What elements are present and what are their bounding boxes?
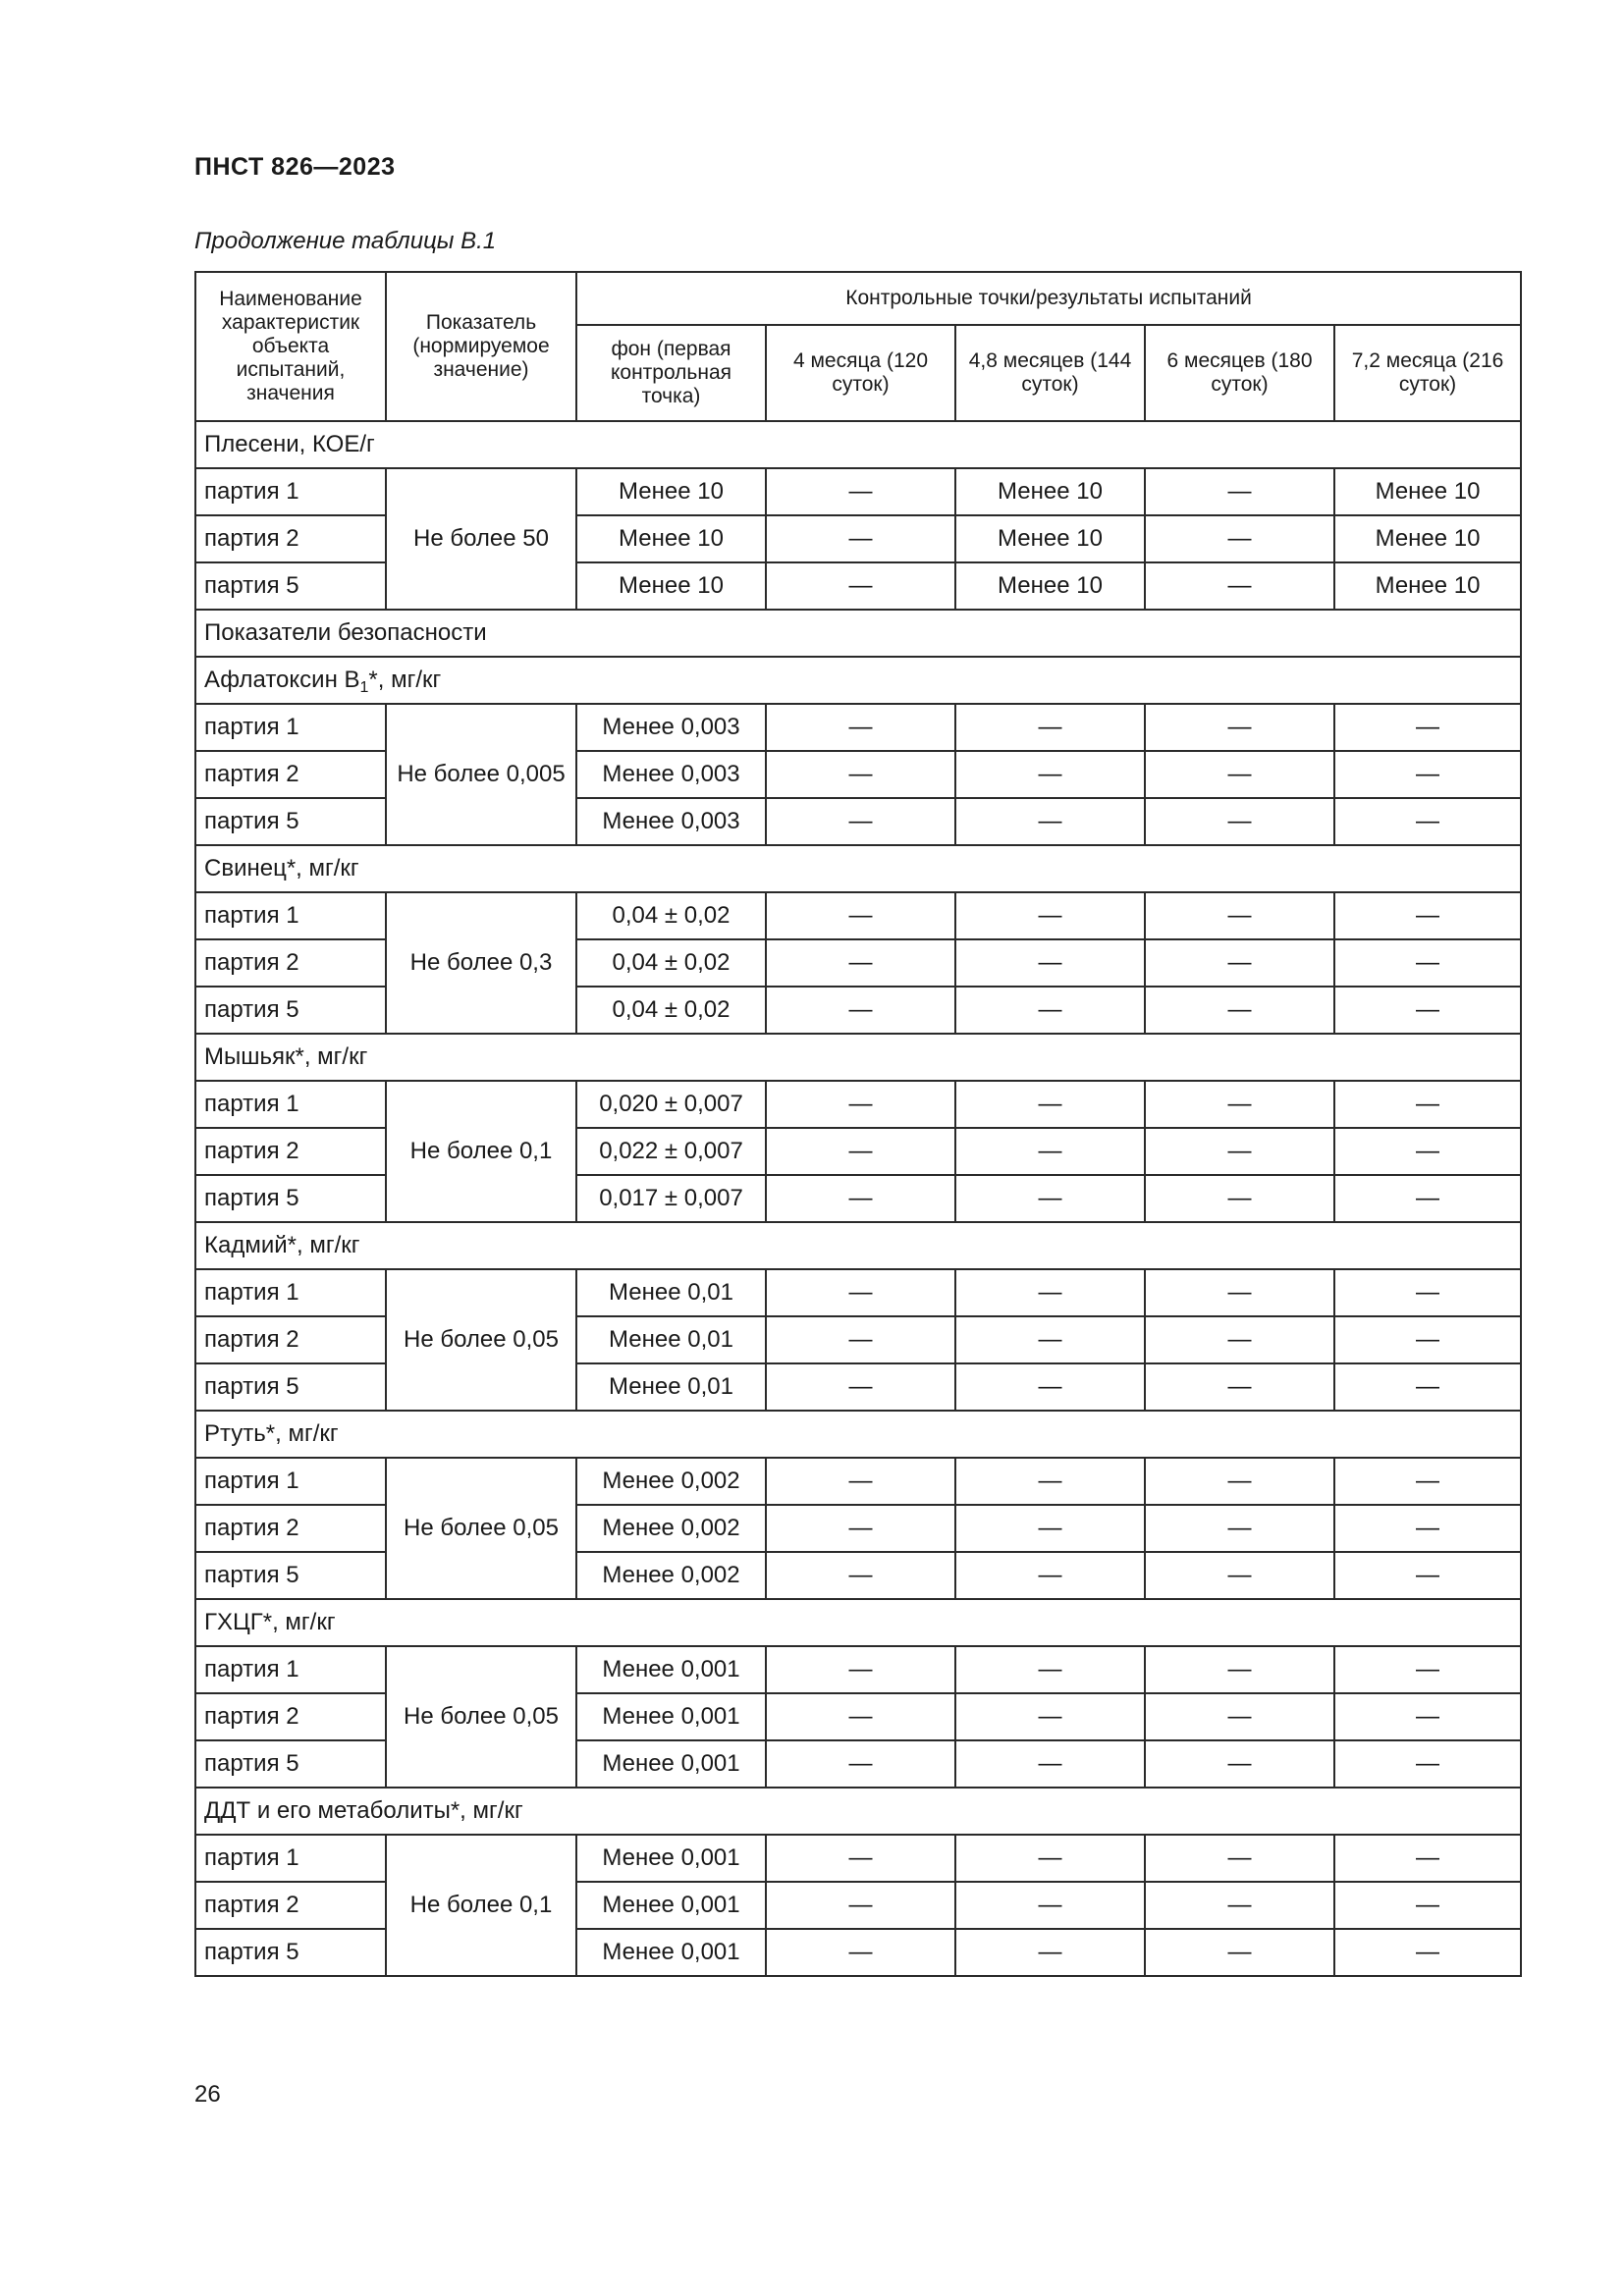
- result-cell: —: [1145, 1740, 1334, 1788]
- result-cell: —: [1145, 1505, 1334, 1552]
- result-cell: —: [766, 1646, 955, 1693]
- batch-name: партия 2: [195, 515, 386, 562]
- result-cell: Менее 10: [576, 468, 766, 515]
- table-caption: Продолжение таблицы В.1: [194, 228, 497, 254]
- result-cell: —: [1145, 1929, 1334, 1976]
- result-cell: —: [1145, 1128, 1334, 1175]
- result-cell: —: [766, 1081, 955, 1128]
- result-cell: —: [1145, 468, 1334, 515]
- result-cell: —: [766, 1175, 955, 1222]
- result-cell: Менее 0,01: [576, 1316, 766, 1363]
- norm-value: Не более 0,005: [386, 704, 576, 845]
- result-cell: Менее 0,001: [576, 1882, 766, 1929]
- batch-name: партия 5: [195, 1740, 386, 1788]
- batch-name: партия 5: [195, 798, 386, 845]
- result-cell: —: [766, 562, 955, 610]
- result-cell: —: [1145, 892, 1334, 939]
- result-cell: Менее 10: [1334, 562, 1521, 610]
- batch-name: партия 5: [195, 987, 386, 1034]
- result-cell: —: [766, 892, 955, 939]
- result-cell: —: [1334, 1552, 1521, 1599]
- result-cell: —: [1145, 987, 1334, 1034]
- table-row: [195, 1646, 1521, 1693]
- result-cell: —: [1145, 798, 1334, 845]
- norm-value: Не более 0,1: [386, 1835, 576, 1976]
- result-cell: Менее 0,002: [576, 1458, 766, 1505]
- result-cell: Менее 0,01: [576, 1363, 766, 1411]
- header-point: фон (первая контрольная точка): [576, 325, 766, 421]
- batch-name: партия 5: [195, 562, 386, 610]
- result-cell: —: [1334, 1316, 1521, 1363]
- result-cell: —: [766, 468, 955, 515]
- table-row: [195, 1269, 1521, 1316]
- result-cell: —: [766, 515, 955, 562]
- section-row: [195, 1599, 1521, 1646]
- result-cell: —: [955, 751, 1145, 798]
- section-title: Кадмий*, мг/кг: [195, 1222, 1521, 1269]
- table-row: [195, 1081, 1521, 1128]
- result-cell: 0,04 ± 0,02: [576, 892, 766, 939]
- result-cell: —: [1334, 892, 1521, 939]
- result-cell: —: [766, 1363, 955, 1411]
- result-cell: —: [1334, 1882, 1521, 1929]
- result-cell: —: [1334, 798, 1521, 845]
- header-point: 4,8 месяцев (144 суток): [955, 325, 1145, 421]
- result-cell: —: [1145, 1835, 1334, 1882]
- batch-name: партия 2: [195, 1316, 386, 1363]
- result-cell: —: [1145, 515, 1334, 562]
- section-row: [195, 1788, 1521, 1835]
- table-row: [195, 1835, 1521, 1882]
- result-cell: —: [955, 1458, 1145, 1505]
- norm-value: Не более 0,05: [386, 1646, 576, 1788]
- batch-name: партия 2: [195, 1505, 386, 1552]
- section-title: Ртуть*, мг/кг: [195, 1411, 1521, 1458]
- result-cell: Менее 10: [955, 468, 1145, 515]
- norm-value: Не более 0,05: [386, 1458, 576, 1599]
- batch-name: партия 1: [195, 1835, 386, 1882]
- norm-value: Не более 0,1: [386, 1081, 576, 1222]
- table-row: [195, 468, 1521, 515]
- result-cell: Менее 10: [576, 515, 766, 562]
- result-cell: —: [1145, 1882, 1334, 1929]
- result-cell: —: [955, 1740, 1145, 1788]
- norm-value: Не более 50: [386, 468, 576, 610]
- result-cell: —: [766, 1929, 955, 1976]
- batch-name: партия 2: [195, 1128, 386, 1175]
- result-cell: —: [1334, 1646, 1521, 1693]
- result-cell: —: [955, 892, 1145, 939]
- result-cell: Менее 0,003: [576, 751, 766, 798]
- batch-name: партия 5: [195, 1552, 386, 1599]
- batch-name: партия 1: [195, 1458, 386, 1505]
- batch-name: партия 1: [195, 1646, 386, 1693]
- result-cell: 0,04 ± 0,02: [576, 987, 766, 1034]
- section-row: [195, 610, 1521, 657]
- result-cell: —: [766, 751, 955, 798]
- result-cell: Менее 0,003: [576, 798, 766, 845]
- result-cell: Менее 0,002: [576, 1505, 766, 1552]
- section-row: [195, 657, 1521, 704]
- table-row: [195, 892, 1521, 939]
- result-cell: —: [955, 939, 1145, 987]
- result-cell: —: [766, 1458, 955, 1505]
- result-cell: —: [1145, 1363, 1334, 1411]
- result-cell: —: [955, 1269, 1145, 1316]
- result-cell: Менее 0,001: [576, 1693, 766, 1740]
- result-cell: Менее 10: [955, 515, 1145, 562]
- result-cell: —: [1334, 1363, 1521, 1411]
- result-cell: —: [955, 1175, 1145, 1222]
- result-cell: —: [955, 1081, 1145, 1128]
- batch-name: партия 2: [195, 751, 386, 798]
- result-cell: —: [1145, 1175, 1334, 1222]
- table-header: [195, 272, 1521, 421]
- result-cell: —: [955, 1929, 1145, 1976]
- batch-name: партия 2: [195, 939, 386, 987]
- result-cell: Менее 10: [1334, 468, 1521, 515]
- norm-value: Не более 0,05: [386, 1269, 576, 1411]
- section-title-sub: 1: [359, 679, 369, 696]
- table-row: [195, 704, 1521, 751]
- result-cell: —: [1145, 704, 1334, 751]
- section-row: [195, 1222, 1521, 1269]
- section-title-prefix: Афлатоксин В: [204, 667, 360, 693]
- section-title: Плесени, КОЕ/г: [195, 421, 1521, 468]
- result-cell: —: [1334, 1693, 1521, 1740]
- result-cell: —: [955, 987, 1145, 1034]
- document-code: ПНСТ 826—2023: [194, 153, 396, 181]
- result-cell: —: [955, 704, 1145, 751]
- result-cell: —: [955, 1835, 1145, 1882]
- section-row: [195, 845, 1521, 892]
- results-table: [194, 271, 1522, 1977]
- result-cell: Менее 0,01: [576, 1269, 766, 1316]
- result-cell: —: [766, 1552, 955, 1599]
- result-cell: Менее 10: [955, 562, 1145, 610]
- result-cell: —: [1145, 939, 1334, 987]
- result-cell: —: [766, 987, 955, 1034]
- section-title: Показатели безопасности: [195, 610, 1521, 657]
- result-cell: —: [1145, 751, 1334, 798]
- result-cell: 0,017 ± 0,007: [576, 1175, 766, 1222]
- norm-value: Не более 0,3: [386, 892, 576, 1034]
- result-cell: —: [955, 798, 1145, 845]
- batch-name: партия 1: [195, 1081, 386, 1128]
- result-cell: —: [955, 1363, 1145, 1411]
- result-cell: Менее 0,001: [576, 1646, 766, 1693]
- result-cell: —: [1145, 1693, 1334, 1740]
- result-cell: Менее 10: [576, 562, 766, 610]
- header-norm: Показатель (нормируемое значение): [386, 272, 576, 421]
- batch-name: партия 2: [195, 1693, 386, 1740]
- result-cell: Менее 0,003: [576, 704, 766, 751]
- header-point: 4 месяца (120 суток): [766, 325, 955, 421]
- result-cell: —: [1334, 1458, 1521, 1505]
- result-cell: —: [1145, 562, 1334, 610]
- section-row: [195, 1411, 1521, 1458]
- result-cell: —: [955, 1128, 1145, 1175]
- result-cell: —: [955, 1552, 1145, 1599]
- section-title: Свинец*, мг/кг: [195, 845, 1521, 892]
- result-cell: —: [1334, 1929, 1521, 1976]
- header-name: Наименование характеристик объекта испытаний, значения: [195, 272, 386, 421]
- result-cell: —: [766, 1316, 955, 1363]
- result-cell: —: [1334, 1269, 1521, 1316]
- result-cell: —: [1334, 1835, 1521, 1882]
- result-cell: Менее 0,001: [576, 1740, 766, 1788]
- batch-name: партия 5: [195, 1175, 386, 1222]
- section-row: [195, 421, 1521, 468]
- result-cell: —: [955, 1316, 1145, 1363]
- result-cell: 0,022 ± 0,007: [576, 1128, 766, 1175]
- result-cell: —: [1334, 939, 1521, 987]
- header-control-points: Контрольные точки/результаты испытаний: [576, 272, 1521, 325]
- section-title: [195, 657, 1521, 704]
- section-row: [195, 1034, 1521, 1081]
- result-cell: 0,04 ± 0,02: [576, 939, 766, 987]
- result-cell: —: [1334, 1505, 1521, 1552]
- result-cell: —: [766, 1128, 955, 1175]
- result-cell: Менее 0,001: [576, 1929, 766, 1976]
- batch-name: партия 1: [195, 704, 386, 751]
- table-body: [195, 421, 1521, 1976]
- result-cell: —: [766, 1740, 955, 1788]
- batch-name: партия 5: [195, 1929, 386, 1976]
- result-cell: —: [1145, 1081, 1334, 1128]
- section-title: ДДТ и его метаболиты*, мг/кг: [195, 1788, 1521, 1835]
- result-cell: —: [1334, 1740, 1521, 1788]
- result-cell: —: [955, 1693, 1145, 1740]
- table-row: [195, 1458, 1521, 1505]
- batch-name: партия 5: [195, 1363, 386, 1411]
- result-cell: —: [1334, 1128, 1521, 1175]
- result-cell: —: [955, 1505, 1145, 1552]
- section-title: ГХЦГ*, мг/кг: [195, 1599, 1521, 1646]
- result-cell: 0,020 ± 0,007: [576, 1081, 766, 1128]
- result-cell: Менее 0,002: [576, 1552, 766, 1599]
- result-cell: —: [1145, 1646, 1334, 1693]
- page-number: 26: [194, 2081, 221, 2108]
- result-cell: —: [1334, 704, 1521, 751]
- section-title-suffix: *, мг/кг: [368, 667, 442, 693]
- result-cell: —: [766, 1835, 955, 1882]
- result-cell: —: [766, 1269, 955, 1316]
- batch-name: партия 1: [195, 1269, 386, 1316]
- result-cell: —: [1334, 1081, 1521, 1128]
- batch-name: партия 2: [195, 1882, 386, 1929]
- result-cell: Менее 10: [1334, 515, 1521, 562]
- result-cell: —: [1145, 1552, 1334, 1599]
- result-cell: —: [766, 1882, 955, 1929]
- result-cell: —: [1145, 1269, 1334, 1316]
- result-cell: —: [955, 1646, 1145, 1693]
- batch-name: партия 1: [195, 892, 386, 939]
- result-cell: —: [766, 704, 955, 751]
- section-title: Мышьяк*, мг/кг: [195, 1034, 1521, 1081]
- header-point: 7,2 месяца (216 суток): [1334, 325, 1521, 421]
- result-cell: —: [766, 939, 955, 987]
- batch-name: партия 1: [195, 468, 386, 515]
- result-cell: —: [1145, 1316, 1334, 1363]
- header-point: 6 месяцев (180 суток): [1145, 325, 1334, 421]
- result-cell: —: [1145, 1458, 1334, 1505]
- result-cell: —: [955, 1882, 1145, 1929]
- result-cell: —: [1334, 987, 1521, 1034]
- result-cell: —: [766, 1693, 955, 1740]
- result-cell: —: [766, 798, 955, 845]
- result-cell: —: [1334, 1175, 1521, 1222]
- result-cell: —: [766, 1505, 955, 1552]
- result-cell: Менее 0,001: [576, 1835, 766, 1882]
- result-cell: —: [1334, 751, 1521, 798]
